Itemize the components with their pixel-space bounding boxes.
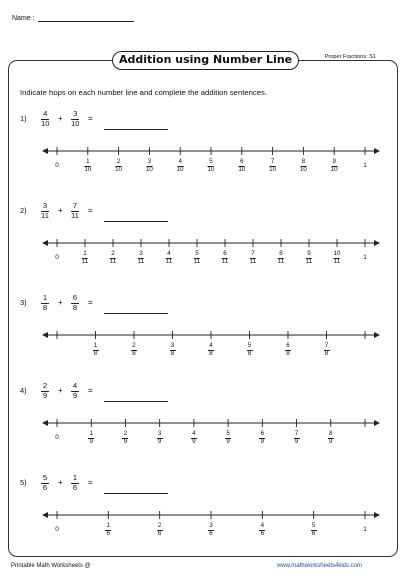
- addend-a-denominator: 6: [42, 482, 48, 492]
- tick-label: [259, 523, 265, 538]
- tick-label: [191, 431, 197, 446]
- tick-label-denominator: 10: [115, 165, 123, 173]
- tick-label-denominator: 8: [170, 349, 175, 357]
- tick-label-denominator: 8: [286, 349, 290, 357]
- tick-label-zero: 0: [55, 526, 59, 533]
- problem-4: [0, 382, 406, 472]
- tick-label: [311, 523, 317, 538]
- number-line: [0, 474, 406, 534]
- right-arrow-icon: [374, 240, 380, 246]
- addend-b-denominator: 6: [72, 482, 78, 492]
- addend-b-numerator: 1: [72, 473, 78, 482]
- name-label: Name :: [12, 15, 35, 22]
- tick-label-denominator: 10: [269, 165, 277, 173]
- tick-label-denominator: 6: [157, 529, 162, 537]
- tick-label-numerator: 10: [333, 250, 341, 257]
- problem-number: 1): [20, 114, 27, 123]
- worksheet-subtitle: Proper Fractions: S1: [324, 54, 376, 60]
- plus-sign: +: [58, 114, 63, 123]
- right-arrow-icon: [374, 332, 380, 338]
- left-arrow-icon: [42, 240, 48, 246]
- plus-sign: +: [58, 478, 63, 487]
- addend-b-numerator: 4: [72, 381, 78, 390]
- tick-label: [105, 523, 111, 538]
- plus-sign: +: [58, 298, 63, 307]
- equals-sign: =: [88, 114, 93, 123]
- tick-label-denominator: 11: [137, 257, 145, 265]
- tick-label-numerator: 5: [209, 158, 213, 165]
- tick-label-denominator: 11: [221, 257, 229, 265]
- number-line: [0, 382, 406, 442]
- number-line: [0, 202, 406, 262]
- tick-label-one: 1: [363, 254, 367, 261]
- tick-label: [157, 523, 163, 538]
- tick-label-denominator: 6: [311, 529, 316, 537]
- tick-label-denominator: 11: [165, 257, 173, 265]
- tick-label-denominator: 8: [209, 349, 213, 357]
- number-line: [0, 294, 406, 354]
- tick-label: [110, 251, 116, 266]
- tick-label: [177, 159, 184, 174]
- problem-1: [0, 110, 406, 200]
- tick-label-denominator: 9: [157, 437, 162, 445]
- tick-label-numerator: 3: [170, 342, 175, 349]
- tick-label-denominator: 10: [330, 165, 338, 173]
- tick-label-denominator: 10: [238, 165, 246, 173]
- tick-label-denominator: 11: [81, 257, 89, 265]
- addend-b-denominator: 10: [71, 118, 80, 128]
- tick-label: [300, 159, 307, 174]
- problem-number: 2): [20, 206, 27, 215]
- tick-label-denominator: 10: [176, 165, 184, 173]
- tick-label: [334, 251, 341, 266]
- tick-label-denominator: 8: [93, 349, 98, 357]
- tick-label-denominator: 8: [324, 349, 329, 357]
- instructions-text: Indicate hops on each number line and complete the addition sentences.: [20, 88, 268, 97]
- tick-label-denominator: 10: [145, 165, 153, 173]
- addend-a-numerator: 2: [42, 381, 48, 390]
- tick-label: [166, 251, 172, 266]
- tick-label: [93, 343, 99, 358]
- footer-credit: [11, 563, 91, 569]
- tick-label-numerator: 3: [157, 430, 162, 437]
- tick-label: [115, 159, 122, 174]
- tick-label-numerator: 4: [260, 522, 265, 529]
- tick-label-numerator: 8: [301, 158, 306, 165]
- tick-label-numerator: 1: [89, 430, 93, 437]
- plus-sign: +: [58, 386, 63, 395]
- name-blank-line[interactable]: [38, 14, 134, 22]
- tick-label: [84, 159, 91, 174]
- tick-label-denominator: 11: [305, 257, 313, 265]
- tick-label: [269, 159, 276, 174]
- tick-label-numerator: 9: [307, 250, 311, 257]
- tick-label-numerator: 2: [116, 158, 121, 165]
- problem-number: 3): [20, 298, 27, 307]
- tick-label-numerator: 3: [139, 250, 143, 257]
- equals-sign: =: [88, 298, 93, 307]
- addend-a-numerator: 5: [42, 473, 48, 482]
- tick-label-numerator: 7: [251, 250, 255, 257]
- tick-label-numerator: 4: [167, 250, 171, 257]
- tick-label-denominator: 6: [209, 529, 213, 537]
- tick-label-denominator: 11: [249, 257, 257, 265]
- tick-label-denominator: 11: [333, 257, 341, 265]
- addend-a-denominator: 9: [42, 390, 48, 400]
- addend-b-denominator: 8: [72, 302, 78, 312]
- tick-label-denominator: 10: [299, 165, 307, 173]
- tick-label: [331, 159, 338, 174]
- tick-label-numerator: 4: [178, 158, 182, 165]
- problem-2: [0, 202, 406, 292]
- tick-label: [208, 523, 214, 538]
- left-arrow-icon: [42, 148, 48, 154]
- addend-a-denominator: 10: [41, 118, 50, 128]
- tick-label-denominator: 10: [207, 165, 215, 173]
- tick-label-denominator: 8: [247, 349, 252, 357]
- addend-b-numerator: 7: [72, 201, 78, 210]
- tick-label: [208, 343, 214, 358]
- addend-b-numerator: 3: [73, 109, 78, 118]
- addend-b-numerator: 6: [72, 293, 78, 302]
- problem-number: 5): [20, 478, 27, 487]
- footer-url-block: [277, 563, 362, 569]
- tick-label-numerator: 6: [260, 430, 265, 437]
- left-arrow-icon: [42, 332, 48, 338]
- tick-label-numerator: 6: [286, 342, 290, 349]
- tick-label-numerator: 5: [195, 250, 199, 257]
- tick-label: [146, 159, 153, 174]
- addend-a-denominator: 11: [41, 210, 49, 220]
- tick-label: [122, 431, 128, 446]
- tick-label: [250, 251, 256, 266]
- tick-label-numerator: 8: [329, 430, 333, 437]
- tick-label-numerator: 7: [324, 342, 329, 349]
- tick-label-numerator: 4: [209, 342, 213, 349]
- tick-label-numerator: 5: [311, 522, 316, 529]
- tick-label: [306, 251, 312, 266]
- tick-label-denominator: 10: [84, 165, 92, 173]
- left-arrow-icon: [42, 420, 48, 426]
- tick-label: [157, 431, 163, 446]
- tick-label: [278, 251, 284, 266]
- problem-5: [0, 474, 406, 564]
- right-arrow-icon: [374, 148, 380, 154]
- tick-label: [324, 343, 330, 358]
- tick-label-numerator: 9: [332, 158, 336, 165]
- tick-label-numerator: 6: [240, 158, 244, 165]
- tick-label-numerator: 3: [209, 522, 213, 529]
- tick-label-denominator: 9: [329, 437, 333, 445]
- problem-number: 4): [20, 386, 27, 395]
- left-arrow-icon: [42, 512, 48, 518]
- plus-sign: +: [58, 206, 63, 215]
- tick-label-numerator: 2: [111, 250, 115, 257]
- equals-sign: =: [88, 478, 93, 487]
- tick-label-denominator: 9: [192, 437, 196, 445]
- addend-b-denominator: 11: [71, 210, 79, 220]
- tick-label-numerator: 2: [123, 430, 128, 437]
- tick-label: [247, 343, 253, 358]
- tick-label-numerator: 6: [223, 250, 227, 257]
- tick-label-numerator: 1: [83, 250, 87, 257]
- tick-label: [208, 159, 215, 174]
- tick-label: [88, 431, 94, 446]
- tick-label-denominator: 6: [106, 529, 111, 537]
- tick-label: [194, 251, 200, 266]
- tick-label-numerator: 7: [294, 430, 299, 437]
- tick-label-denominator: 11: [109, 257, 117, 265]
- tick-label-numerator: 2: [132, 342, 136, 349]
- tick-label-denominator: 8: [132, 349, 136, 357]
- tick-label-numerator: 8: [279, 250, 283, 257]
- tick-label-denominator: 9: [123, 437, 128, 445]
- tick-label-numerator: 1: [93, 342, 98, 349]
- tick-label-denominator: 9: [294, 437, 299, 445]
- footer-url[interactable]: www.mathworksheets4kids.com: [276, 563, 362, 569]
- addend-a-numerator: 1: [42, 293, 48, 302]
- tick-label-numerator: 1: [86, 158, 90, 165]
- tick-label-numerator: 4: [192, 430, 196, 437]
- addend-a-denominator: 8: [42, 302, 48, 312]
- tick-label-denominator: 6: [260, 529, 265, 537]
- tick-label: [138, 251, 144, 266]
- tick-label: [328, 431, 334, 446]
- tick-label-denominator: 9: [260, 437, 265, 445]
- number-line: [0, 110, 406, 170]
- tick-label-zero: 0: [55, 434, 59, 441]
- tick-label-numerator: 5: [247, 342, 252, 349]
- tick-label-denominator: 11: [277, 257, 285, 265]
- tick-label-denominator: 9: [89, 437, 93, 445]
- tick-label-zero: 0: [55, 254, 59, 261]
- right-arrow-icon: [374, 420, 380, 426]
- tick-label-numerator: 5: [226, 430, 230, 437]
- tick-label: [285, 343, 291, 358]
- equals-sign: =: [88, 206, 93, 215]
- name-field[interactable]: [12, 14, 134, 22]
- tick-label-numerator: 7: [270, 158, 275, 165]
- tick-label: [131, 343, 137, 358]
- addend-a-numerator: 4: [43, 109, 48, 118]
- addend-a-numerator: 3: [42, 201, 48, 210]
- equals-sign: =: [88, 386, 93, 395]
- tick-label: [294, 431, 300, 446]
- tick-label: [259, 431, 265, 446]
- tick-label-one: 1: [363, 526, 367, 533]
- problem-3: [0, 294, 406, 384]
- tick-label-denominator: 9: [226, 437, 230, 445]
- right-arrow-icon: [374, 512, 380, 518]
- addend-b-denominator: 9: [72, 390, 78, 400]
- tick-label-numerator: 3: [147, 158, 152, 165]
- worksheet-title: Addition using Number Line: [112, 51, 299, 70]
- footer-label: Printable Math Worksheets @: [11, 563, 91, 569]
- tick-label: [82, 251, 88, 266]
- tick-label-numerator: 2: [157, 522, 162, 529]
- tick-label-numerator: 1: [106, 522, 111, 529]
- tick-label: [225, 431, 231, 446]
- tick-label-one: 1: [363, 162, 367, 169]
- tick-label: [170, 343, 176, 358]
- tick-label: [222, 251, 228, 266]
- tick-label-denominator: 11: [193, 257, 201, 265]
- tick-label: [238, 159, 245, 174]
- tick-label-zero: 0: [55, 162, 59, 169]
